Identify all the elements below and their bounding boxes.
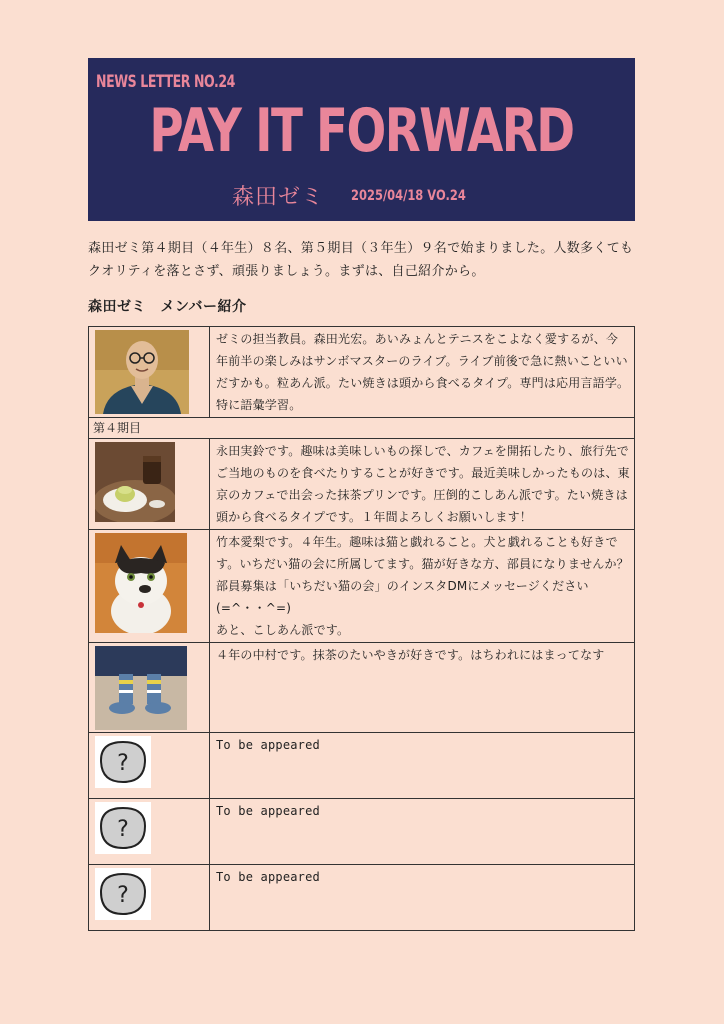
- socks-photo-icon: [95, 646, 187, 730]
- photo-cell: [89, 439, 210, 530]
- header-banner: [88, 58, 635, 221]
- member-intro-text: 竹本愛梨です。４年生。趣味は猫と戯れること。犬と戯れることも好きです。いちだい猫の会に所属してます。猫が好きな方、部員になりませんか？部員募集は「いちだい猫の会」のインスタDMにメッセージください(=^・・^=): [216, 535, 629, 615]
- newsletter-title: PAY IT FORWARD: [149, 96, 574, 166]
- member-intro: To be appeared: [210, 865, 635, 931]
- photo-cell: [89, 733, 210, 799]
- member-intro: To be appeared: [210, 799, 635, 865]
- svg-text:?: ?: [117, 883, 129, 908]
- issue-date: 2025/04/18 VO.24: [351, 187, 466, 204]
- svg-text:?: ?: [117, 751, 129, 776]
- member-intro: [210, 530, 635, 643]
- issue-number: NEWS LETTER NO.24: [96, 72, 235, 92]
- photo-cell: [89, 865, 210, 931]
- cat-photo-icon: [95, 533, 187, 633]
- member-intro: ４年の中村です。抹茶のたいやきが好きです。はちわれにはまってなす: [210, 643, 635, 733]
- photo-cell: [89, 799, 210, 865]
- seminar-name: 森田ゼミ: [231, 185, 324, 210]
- photo-cell: [89, 327, 210, 418]
- table-row: [89, 865, 635, 931]
- question-mark-icon: [95, 868, 151, 920]
- section-title: 森田ゼミ メンバー紹介: [88, 299, 247, 315]
- table-row: [89, 530, 635, 643]
- group-row: [89, 418, 635, 439]
- table-row: [89, 439, 635, 530]
- pudding-photo-icon: [95, 442, 175, 522]
- photo-cell: [89, 530, 210, 643]
- table-row: [89, 327, 635, 418]
- table-row: [89, 799, 635, 865]
- question-mark-icon: [95, 736, 151, 788]
- teacher-illustration-icon: [95, 330, 189, 414]
- table-row: [89, 643, 635, 733]
- member-intro-text-extra: あと、こしあん派です。: [216, 623, 350, 637]
- svg-text:?: ?: [117, 817, 129, 842]
- member-intro: ゼミの担当教員。森田光宏。あいみょんとテニスをこよなく愛するが、今年前半の楽しみはサンボマスターのライブ。ライブ前後で急に熱いこといいだすかも。粒あん派。たい焼きは頭から食べるタイプ。専門は応用言語学。特に語彙学習。: [210, 327, 635, 418]
- intro-paragraph: 森田ゼミ第４期目（４年生）８名、第５期目（３年生）９名で始まりました。人数多くてもクオリティを落とさず、頑張りましょう。まずは、自己紹介から。: [88, 241, 634, 279]
- header-subline: [88, 180, 635, 211]
- member-table: [88, 326, 635, 931]
- member-intro: To be appeared: [210, 733, 635, 799]
- table-row: [89, 733, 635, 799]
- group-label: 第４期目: [89, 418, 635, 439]
- member-intro: 永田実鈴です。趣味は美味しいもの探しで、カフェを開拓したり、旅行先でご当地のものを食べたりすることが好きです。最近美味しかったものは、東京のカフェで出会った抹茶プリンです。圧倒的こしあん派です。たい焼きは頭から食べるタイプです。１年間よろしくお願いします！: [210, 439, 635, 530]
- photo-cell: [89, 643, 210, 733]
- question-mark-icon: [95, 802, 151, 854]
